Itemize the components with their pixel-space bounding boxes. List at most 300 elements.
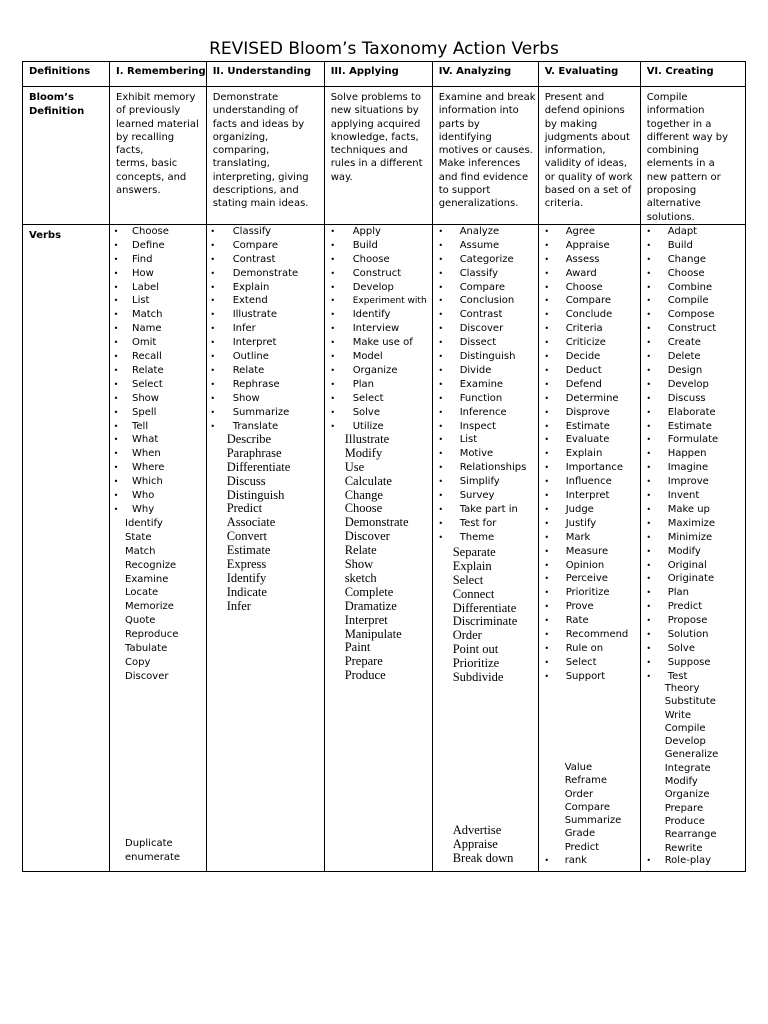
- verb-label: Produce: [664, 815, 705, 827]
- verb-item: [110, 267, 206, 281]
- verb-label: Compare: [564, 801, 611, 813]
- header-row: [23, 62, 746, 87]
- verb-label: Relate: [132, 364, 164, 376]
- verbs-label-cell: [23, 224, 110, 871]
- verb-label: Dissect: [459, 337, 497, 349]
- verb-item: [207, 501, 324, 515]
- verb-item: [110, 545, 206, 559]
- bullet-icon: •: [544, 240, 550, 250]
- blooms-definition-label: Bloom’s Definition: [29, 92, 85, 117]
- header-understanding-label: II. Understanding: [212, 66, 311, 77]
- verb-item: [641, 642, 745, 656]
- bullet-icon: •: [646, 393, 652, 403]
- header-applying: [324, 62, 432, 87]
- verb-item: [539, 489, 640, 503]
- bullet-icon: •: [544, 546, 550, 556]
- verb-label: Find: [132, 253, 153, 265]
- verb-label: Show: [132, 392, 159, 404]
- verb-label: Prioritize: [565, 587, 610, 599]
- verb-label: enumerate: [125, 851, 181, 863]
- bullet-icon: •: [438, 504, 444, 514]
- verb-label: Judge: [565, 503, 594, 515]
- verb-item: [325, 225, 432, 239]
- verbs-understanding-cell: [206, 224, 324, 871]
- bullet-icon: •: [544, 421, 550, 431]
- verbs-creating-cell: [640, 224, 745, 871]
- bullet-icon: •: [646, 643, 652, 653]
- definition-understanding-cell: [206, 87, 324, 225]
- bullet-icon: •: [646, 602, 652, 612]
- verbs-label: Verbs: [29, 229, 62, 241]
- verb-label: Solve: [352, 406, 381, 418]
- verb-item: [539, 614, 640, 628]
- verb-label: Recommend: [565, 629, 629, 641]
- verb-item: [539, 801, 640, 815]
- bullet-icon: •: [438, 365, 444, 375]
- verb-label: Contrast: [459, 309, 503, 321]
- verb-item: [325, 336, 432, 350]
- verb-item: [539, 788, 640, 802]
- verb-item: [207, 294, 324, 308]
- verb-item: [325, 599, 432, 613]
- bullet-icon: •: [113, 365, 119, 375]
- verb-label: Take part in: [459, 503, 518, 515]
- document-title: REVISED Bloom’s Taxonomy Action Verbs: [209, 39, 559, 59]
- bullet-icon: •: [646, 518, 652, 528]
- verb-label: Choose: [352, 253, 390, 265]
- bullet-icon: •: [210, 254, 216, 264]
- verb-label: What: [132, 434, 159, 446]
- verb-label: Compose: [667, 309, 715, 321]
- header-applying-label: III. Applying: [330, 66, 399, 77]
- bullet-icon: •: [646, 282, 652, 292]
- verb-label: Make up: [667, 503, 710, 515]
- verb-label: Classify: [232, 225, 272, 237]
- verb-item: [110, 503, 206, 517]
- verb-label: Disprove: [565, 406, 610, 418]
- bullet-icon: •: [438, 491, 444, 501]
- verb-item: [539, 294, 640, 308]
- verb-item: [207, 474, 324, 488]
- verb-item: [110, 670, 206, 684]
- bullet-icon: •: [438, 518, 444, 528]
- verb-item: [110, 573, 206, 587]
- header-analyzing: [432, 62, 538, 87]
- verb-item: [641, 461, 745, 475]
- bullet-icon: •: [113, 504, 119, 514]
- bullet-icon: •: [646, 352, 652, 362]
- bullet-icon: •: [330, 338, 336, 348]
- verb-item: [641, 294, 745, 308]
- verb-label: Name: [132, 323, 162, 335]
- verbs-analyzing-list: [433, 225, 538, 871]
- verb-item: [433, 642, 538, 656]
- verb-item: [641, 722, 745, 736]
- verb-label: Rearrange: [664, 829, 717, 841]
- verb-item: [433, 447, 538, 461]
- verb-label: Modify: [667, 545, 701, 557]
- verb-label: Rewrite: [664, 842, 703, 854]
- verb-label: Prove: [565, 601, 594, 613]
- verb-label: Function: [459, 392, 503, 404]
- verb-item: [325, 294, 432, 308]
- verb-label: Identify: [125, 517, 163, 529]
- bullet-icon: •: [646, 338, 652, 348]
- verb-item: [433, 587, 538, 601]
- verb-label: Spell: [132, 406, 157, 418]
- verb-label: Test: [667, 670, 688, 682]
- verb-item: [539, 854, 640, 868]
- verb-label: Memorize: [125, 601, 174, 613]
- verb-item: [539, 670, 640, 684]
- verb-item: [110, 294, 206, 308]
- verb-item: [641, 378, 745, 392]
- bullet-icon: •: [330, 254, 336, 264]
- definition-applying: Solve problems to new situations by applying acquired knowledge, facts, techniques and rules in a different way.: [330, 92, 423, 183]
- verb-label: Estimate: [226, 543, 271, 558]
- verb-item: [207, 585, 324, 599]
- verb-label: Change: [667, 253, 706, 265]
- verb-item: [325, 571, 432, 585]
- header-creating: [640, 62, 745, 87]
- bullet-icon: •: [646, 449, 652, 459]
- verb-item: [433, 378, 538, 392]
- bullet-icon: •: [646, 421, 652, 431]
- verb-item: [110, 461, 206, 475]
- verbs-understanding-list: [207, 225, 324, 871]
- verb-item: [110, 656, 206, 670]
- verb-label: Manipulate: [344, 626, 402, 641]
- verb-label: Order: [564, 788, 594, 800]
- verb-item: [539, 774, 640, 788]
- verb-label: Outline: [232, 351, 269, 363]
- verb-item: [539, 225, 640, 239]
- verb-label: Deduct: [565, 364, 602, 376]
- verb-label: Evaluate: [565, 434, 610, 446]
- verb-label: Extend: [232, 295, 268, 307]
- bullet-icon: •: [438, 532, 444, 542]
- verb-item: [539, 461, 640, 475]
- verbs-analyzing-cell: [432, 224, 538, 871]
- verb-label: Paraphrase: [226, 445, 282, 460]
- verb-item: [539, 433, 640, 447]
- verb-label: Illustrate: [344, 431, 390, 446]
- verb-item: [110, 837, 206, 851]
- verb-item: [325, 350, 432, 364]
- bullet-icon: •: [330, 324, 336, 334]
- bullet-icon: •: [210, 310, 216, 320]
- verb-item: [207, 406, 324, 420]
- definition-analyzing: Examine and break information into parts by identifying motives or causes. Make inferences and find evidence to support generalizations.: [438, 92, 536, 210]
- verb-label: Estimate: [667, 420, 712, 432]
- verb-label: Produce: [344, 668, 386, 683]
- bullet-icon: •: [113, 310, 119, 320]
- verb-item: [539, 447, 640, 461]
- verb-label: Build: [667, 239, 693, 251]
- verb-label: Compile: [667, 295, 709, 307]
- verb-item: [433, 475, 538, 489]
- bullet-icon: •: [646, 296, 652, 306]
- verb-item: [433, 656, 538, 670]
- verb-label: Differentiate: [452, 600, 517, 615]
- verb-item: [539, 586, 640, 600]
- verb-item: [207, 460, 324, 474]
- bullet-icon: •: [544, 379, 550, 389]
- verb-label: Select: [452, 572, 484, 587]
- verb-label: Propose: [667, 615, 708, 627]
- bullet-icon: •: [544, 324, 550, 334]
- verb-label: Organize: [664, 789, 710, 801]
- verb-item: [207, 364, 324, 378]
- verb-label: Locate: [125, 587, 159, 599]
- verb-label: Organize: [352, 364, 398, 376]
- bullet-icon: •: [113, 491, 119, 501]
- bullet-icon: •: [646, 268, 652, 278]
- bullet-icon: •: [646, 630, 652, 640]
- verb-label: Recall: [132, 351, 162, 363]
- bullet-icon: •: [438, 338, 444, 348]
- verb-label: Develop: [664, 736, 706, 748]
- verb-item: [641, 628, 745, 642]
- verb-item: [110, 336, 206, 350]
- verb-item: [433, 267, 538, 281]
- verb-label: Experiment with: [352, 296, 427, 307]
- verb-label: Distinguish: [226, 487, 285, 502]
- verb-label: Originate: [667, 573, 715, 585]
- verb-label: Choose: [667, 267, 705, 279]
- verb-label: Interpret: [232, 337, 277, 349]
- verb-item: [539, 267, 640, 281]
- verb-label: Omit: [132, 337, 157, 349]
- verb-label: Theory: [664, 682, 700, 694]
- verb-label: Theme: [459, 531, 495, 543]
- verb-item: [207, 322, 324, 336]
- verb-item: [207, 267, 324, 281]
- verb-item: [325, 239, 432, 253]
- bullet-icon: •: [544, 643, 550, 653]
- verb-item: [433, 392, 538, 406]
- verb-item: [110, 406, 206, 420]
- verb-label: Why: [132, 503, 155, 515]
- verb-item: [641, 420, 745, 434]
- verb-item: [110, 420, 206, 434]
- verbs-row: [23, 224, 746, 871]
- verb-item: [539, 545, 640, 559]
- bullet-icon: •: [113, 407, 119, 417]
- verb-item: [325, 406, 432, 420]
- bullet-icon: •: [646, 574, 652, 584]
- verb-label: Differentiate: [226, 459, 291, 474]
- verb-label: Support: [565, 670, 606, 682]
- verb-label: Analyze: [459, 225, 500, 237]
- verb-item: [539, 642, 640, 656]
- verb-label: Modify: [664, 776, 698, 788]
- verb-label: Agree: [565, 225, 596, 237]
- header-remembering: [110, 62, 207, 87]
- bullet-icon: •: [113, 379, 119, 389]
- verb-item: [641, 586, 745, 600]
- verb-item: [433, 614, 538, 628]
- verb-item: [641, 854, 745, 868]
- verb-label: Compile: [664, 722, 706, 734]
- verb-item: [539, 475, 640, 489]
- bullet-icon: •: [113, 226, 119, 236]
- blooms-definition-label-cell: [23, 87, 110, 225]
- bullet-icon: •: [544, 855, 550, 865]
- verb-item: [110, 600, 206, 614]
- bullet-icon: •: [646, 657, 652, 667]
- verb-label: Discuss: [667, 392, 706, 404]
- verb-label: Indicate: [226, 584, 267, 599]
- bullet-icon: •: [330, 379, 336, 389]
- verb-label: Discover: [125, 670, 169, 682]
- verb-item: [641, 281, 745, 295]
- verb-item: [433, 601, 538, 615]
- verb-label: Explain: [232, 281, 270, 293]
- verb-item: [207, 281, 324, 295]
- definition-evaluating-cell: [538, 87, 640, 225]
- bullet-icon: •: [646, 546, 652, 556]
- verb-item: [539, 420, 640, 434]
- verb-item: [433, 851, 538, 865]
- verb-label: Elaborate: [667, 406, 716, 418]
- verb-item: [641, 614, 745, 628]
- verb-label: Recognize: [125, 559, 177, 571]
- verb-item: [110, 253, 206, 267]
- verb-label: Reproduce: [125, 629, 179, 641]
- verb-item: [641, 253, 745, 267]
- bullet-icon: •: [210, 379, 216, 389]
- bullet-icon: •: [646, 504, 652, 514]
- verb-item: [207, 599, 324, 613]
- verb-label: Separate: [452, 544, 496, 559]
- bullet-icon: •: [438, 310, 444, 320]
- verb-label: Choose: [132, 225, 169, 237]
- verb-item: [207, 432, 324, 446]
- verb-item: [110, 322, 206, 336]
- verb-label: Categorize: [459, 253, 514, 265]
- verb-item: [110, 433, 206, 447]
- verb-label: Invent: [667, 490, 700, 502]
- header-definitions-label: Definitions: [29, 66, 91, 77]
- verb-label: Assess: [565, 253, 600, 265]
- verb-item: [110, 281, 206, 295]
- verb-item: [641, 775, 745, 789]
- verb-item: [433, 559, 538, 573]
- verb-item: [110, 489, 206, 503]
- verb-label: sketch: [344, 570, 377, 585]
- verbs-applying-list: [325, 225, 432, 871]
- bullet-icon: •: [210, 352, 216, 362]
- verb-label: Reframe: [564, 775, 607, 787]
- bullet-icon: •: [544, 282, 550, 292]
- verb-label: Show: [232, 392, 260, 404]
- verb-item: [539, 364, 640, 378]
- verb-item: [433, 336, 538, 350]
- bullet-icon: •: [438, 421, 444, 431]
- verb-label: Utilize: [352, 420, 384, 432]
- verb-label: Choose: [344, 501, 383, 516]
- verb-item: [641, 545, 745, 559]
- verb-label: Convert: [226, 529, 267, 544]
- bullet-icon: •: [646, 365, 652, 375]
- bullet-icon: •: [113, 352, 119, 362]
- bullet-icon: •: [438, 240, 444, 250]
- verb-label: Happen: [667, 448, 707, 460]
- bullet-icon: •: [544, 365, 550, 375]
- bullet-icon: •: [438, 226, 444, 236]
- verb-label: Connect: [452, 586, 495, 601]
- header-definitions: [23, 62, 110, 87]
- bullet-icon: •: [544, 463, 550, 473]
- verb-label: Imagine: [667, 462, 709, 474]
- verb-label: Prepare: [344, 654, 383, 669]
- verb-label: Value: [564, 761, 593, 773]
- bullet-icon: •: [210, 338, 216, 348]
- verb-item: [110, 531, 206, 545]
- verb-item: [325, 392, 432, 406]
- verb-label: Translate: [232, 420, 279, 432]
- bullet-icon: •: [210, 240, 216, 250]
- verb-label: Test for: [459, 517, 497, 529]
- verb-label: List: [132, 295, 150, 307]
- verb-item: [325, 364, 432, 378]
- bullet-icon: •: [544, 504, 550, 514]
- verb-label: Examine: [125, 573, 169, 585]
- verb-item: [539, 628, 640, 642]
- verb-label: Rephrase: [232, 378, 280, 390]
- verb-item: [110, 225, 206, 239]
- bullet-icon: •: [113, 240, 119, 250]
- verb-item: [641, 336, 745, 350]
- definition-remembering: Exhibit memory of previously learned material by recalling facts, terms, basic concepts, and answers.: [116, 92, 199, 197]
- verb-label: Predict: [667, 601, 703, 613]
- verb-item: [433, 364, 538, 378]
- verb-item: [433, 322, 538, 336]
- verb-label: Measure: [565, 545, 609, 557]
- bullet-icon: •: [544, 477, 550, 487]
- verb-item: [207, 488, 324, 502]
- verb-item: [641, 447, 745, 461]
- bullet-icon: •: [646, 379, 652, 389]
- verb-label: Influence: [565, 476, 612, 488]
- verb-item: [433, 253, 538, 267]
- bullet-icon: •: [544, 310, 550, 320]
- header-creating-label: VI. Creating: [646, 66, 714, 77]
- verb-item: [325, 253, 432, 267]
- verb-label: Substitute: [664, 696, 716, 708]
- verb-label: Conclusion: [459, 295, 515, 307]
- verb-item: [110, 447, 206, 461]
- verb-label: Complete: [344, 584, 394, 599]
- verb-label: Interpret: [565, 490, 610, 502]
- verb-label: Order: [452, 628, 482, 643]
- verb-item: [110, 628, 206, 642]
- verb-item: [433, 406, 538, 420]
- verb-item: [539, 761, 640, 775]
- verbs-creating-list: [641, 225, 745, 871]
- verb-label: Conclude: [565, 309, 613, 321]
- bullet-icon: •: [544, 630, 550, 640]
- verb-label: Demonstrate: [232, 267, 299, 279]
- bullet-icon: •: [544, 574, 550, 584]
- verb-item: [641, 489, 745, 503]
- bullet-icon: •: [544, 602, 550, 612]
- verb-item: [325, 322, 432, 336]
- verb-item: [207, 350, 324, 364]
- verb-item: [641, 762, 745, 776]
- verb-item: [207, 225, 324, 239]
